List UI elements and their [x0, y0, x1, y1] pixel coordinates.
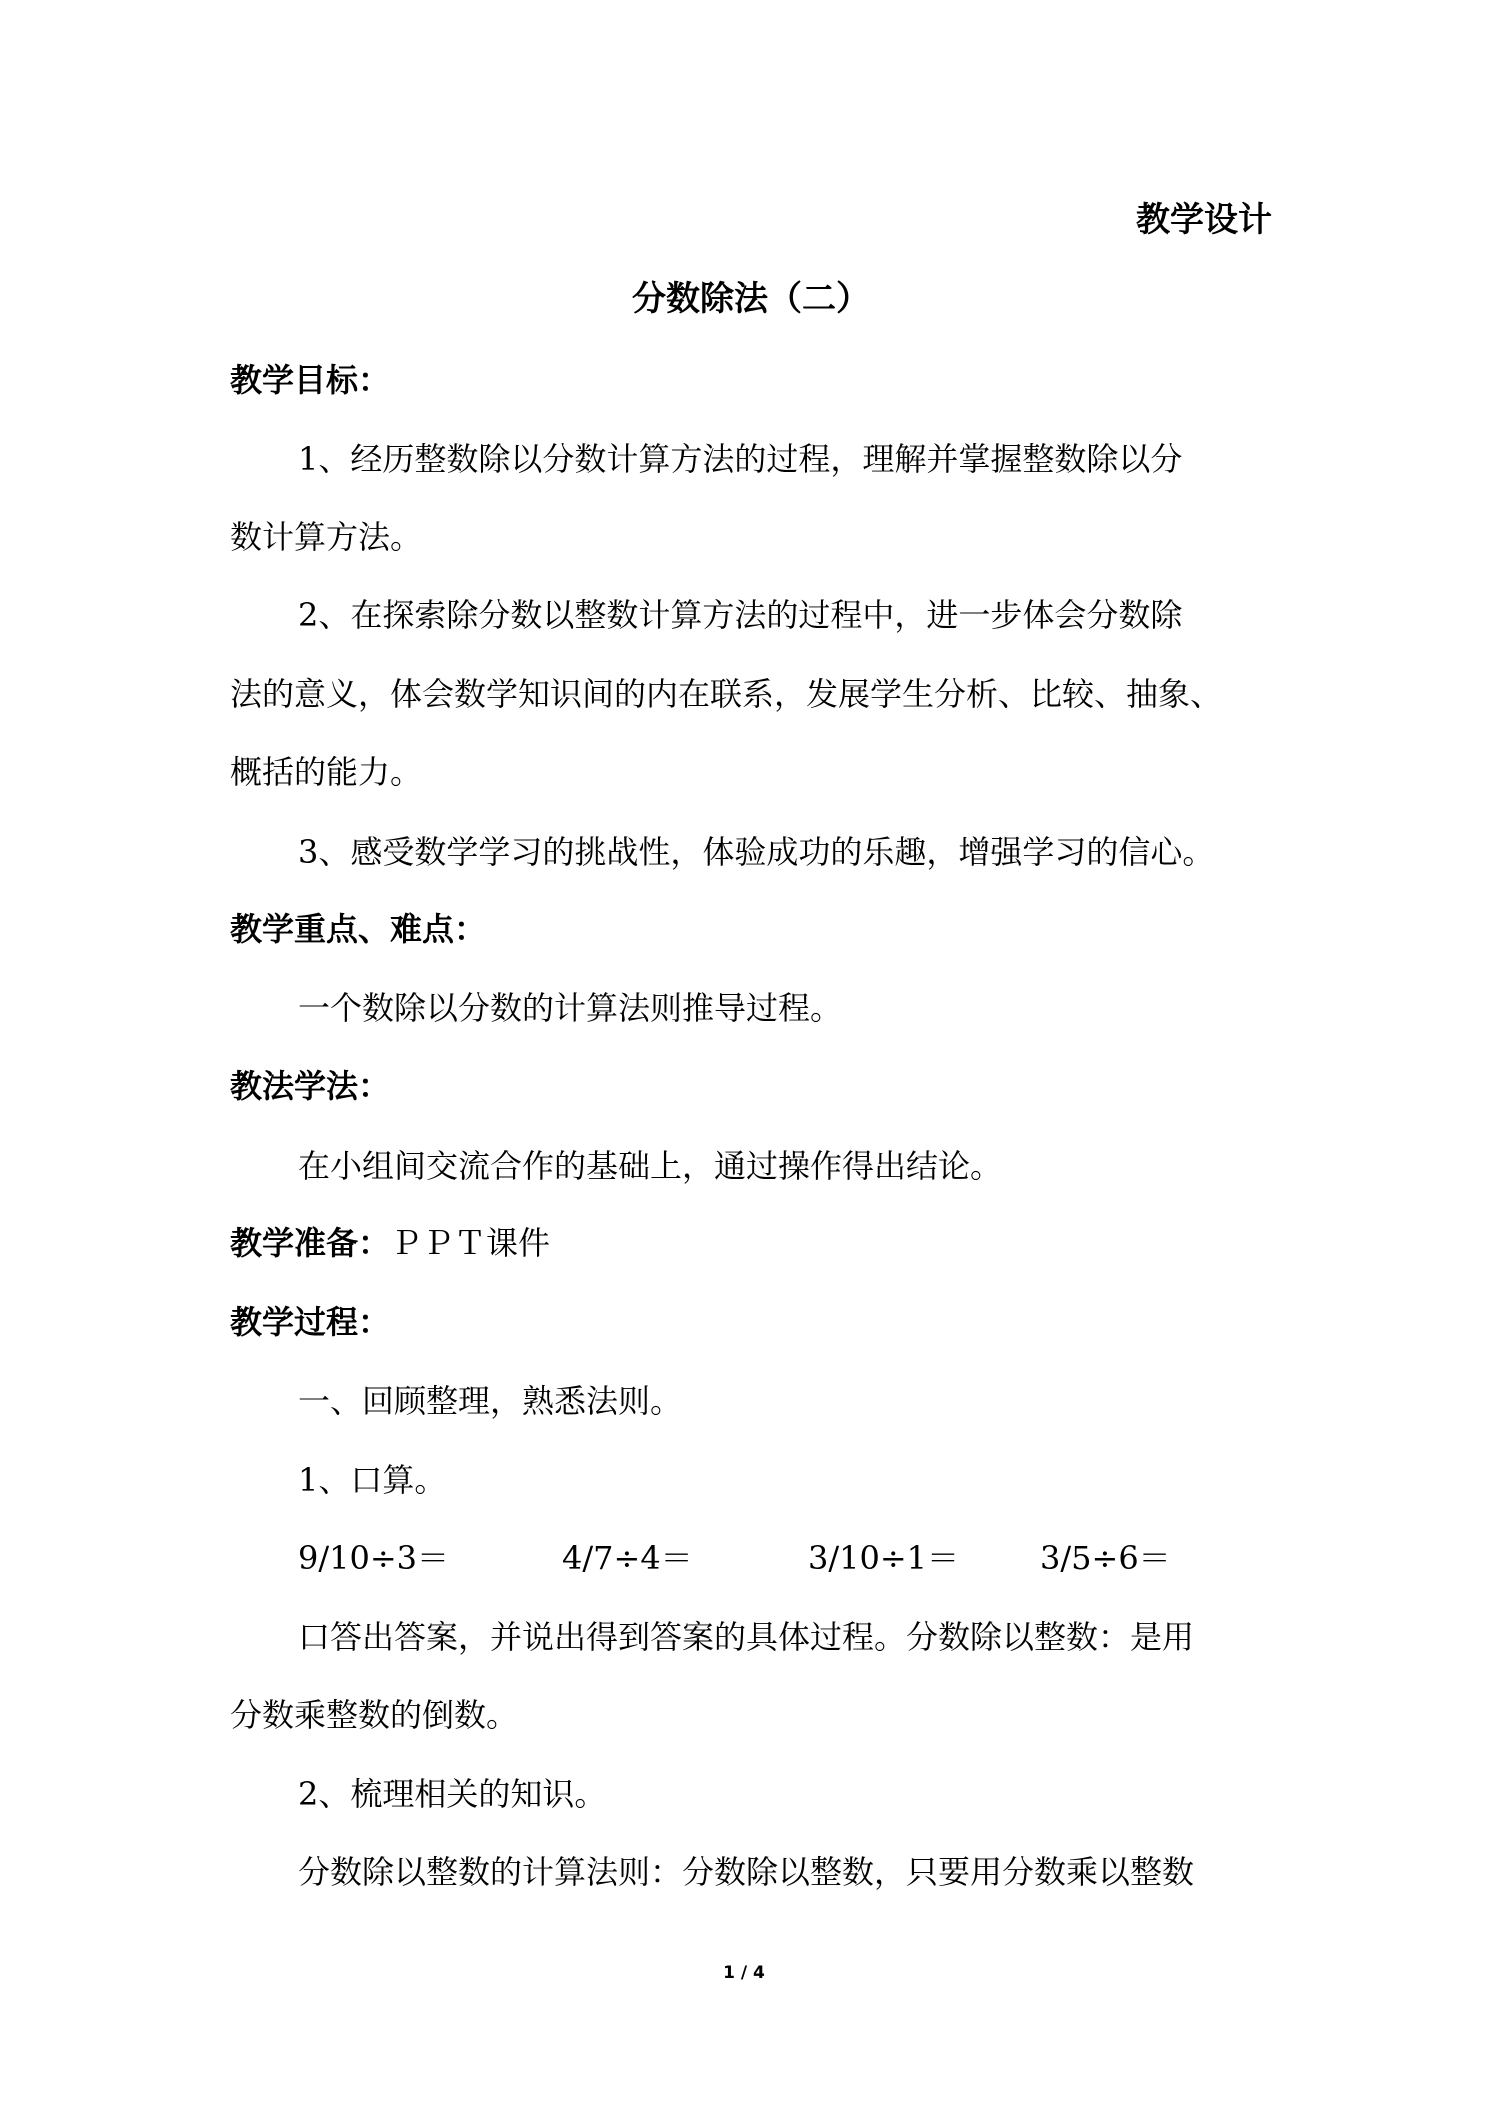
exercise-3: 3/10÷1＝ — [808, 1539, 960, 1577]
objective-2-line-3: 概括的能力。 — [230, 753, 423, 791]
page-title: 分数除法（二） — [632, 279, 870, 319]
answer-line-2: 分数乘整数的倒数。 — [230, 1696, 519, 1734]
process-step-1: 1、口算。 — [298, 1461, 447, 1499]
key-points-heading: 教学重点、难点： — [230, 910, 487, 948]
exercise-4: 3/5÷6＝ — [1040, 1539, 1171, 1577]
objective-2-line-2: 法的意义，体会数学知识间的内在联系，发展学生分析、比较、抽象、 — [230, 675, 1223, 713]
preparation-text: ＰＰＴ课件 — [390, 1224, 551, 1262]
methods-text: 在小组间交流合作的基础上，通过操作得出结论。 — [298, 1147, 1003, 1185]
process-heading: 教学过程： — [230, 1303, 391, 1341]
document-type-label: 教学设计 — [1136, 200, 1272, 240]
objective-3-line-1: 3、感受数学学习的挑战性，体验成功的乐趣，增强学习的信心。 — [298, 833, 1215, 871]
exercise-2: 4/7÷4＝ — [562, 1539, 693, 1577]
preparation-row — [230, 1223, 550, 1263]
process-step-2: 2、梳理相关的知识。 — [298, 1775, 607, 1813]
preparation-heading: 教学准备： — [230, 1224, 391, 1262]
page-number: 1 / 4 — [723, 1963, 765, 1983]
objective-1-line-1: 1、经历整数除以分数计算方法的过程，理解并掌握整数除以分 — [298, 440, 1183, 478]
process-section-1: 一、回顾整理，熟悉法则。 — [298, 1382, 683, 1420]
methods-heading: 教法学法： — [230, 1067, 391, 1105]
answer-line-1: 口答出答案，并说出得到答案的具体过程。分数除以整数：是用 — [298, 1618, 1195, 1656]
objective-1-line-2: 数计算方法。 — [230, 518, 423, 556]
key-points-text: 一个数除以分数的计算法则推导过程。 — [298, 989, 843, 1027]
objectives-heading: 教学目标： — [230, 361, 391, 399]
objective-2-line-1: 2、在探索除分数以整数计算方法的过程中，进一步体会分数除 — [298, 596, 1183, 634]
rule-line-1: 分数除以整数的计算法则：分数除以整数，只要用分数乘以整数 — [298, 1853, 1195, 1891]
exercise-1: 9/10÷3＝ — [298, 1539, 450, 1577]
